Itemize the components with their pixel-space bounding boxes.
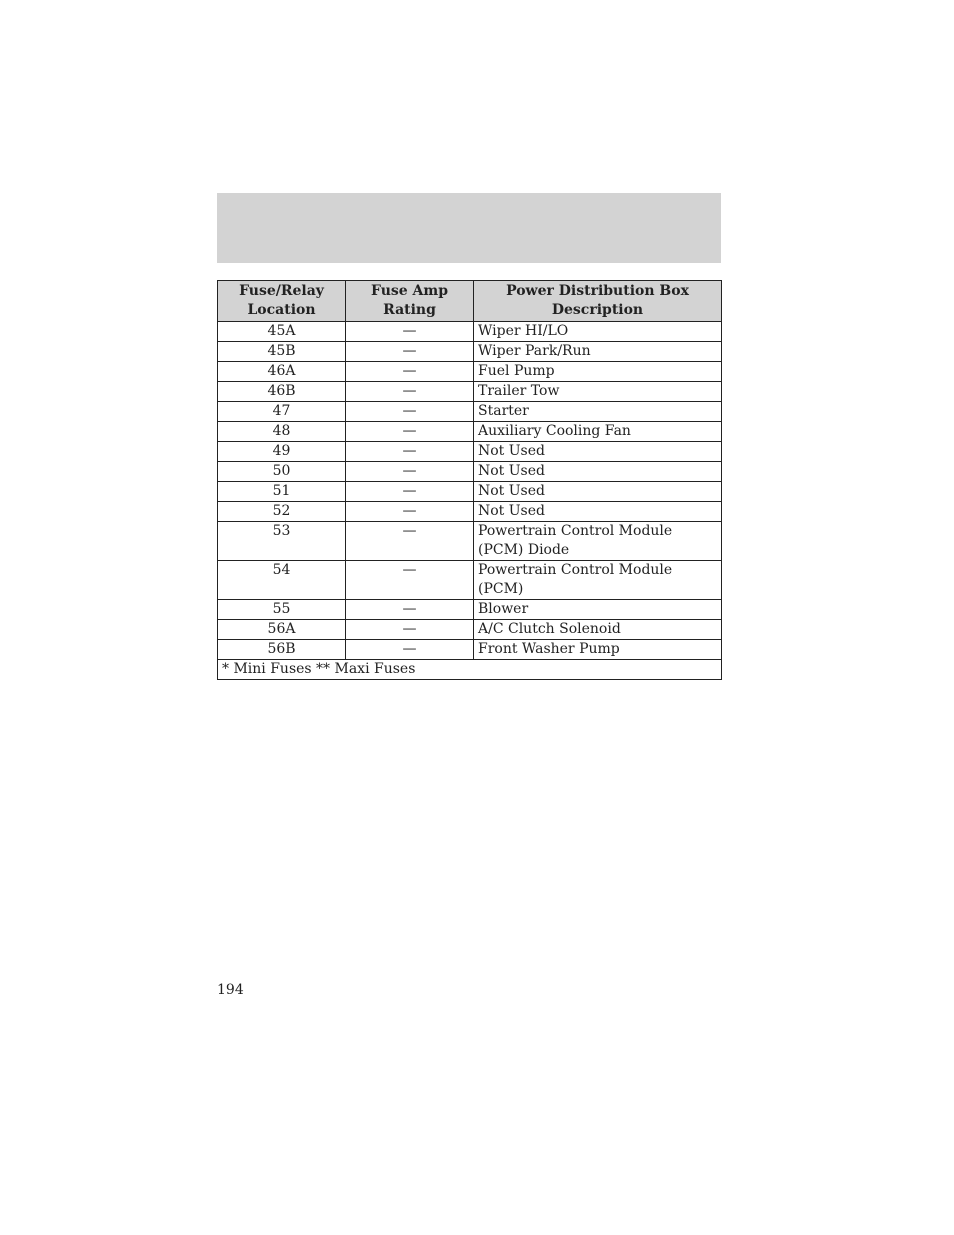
header-location-line1: Fuse/Relay [239,283,324,299]
cell-description: Not Used [474,462,722,482]
table-row [218,362,722,382]
cell-amp: — [346,462,474,482]
cell-amp: — [346,561,474,600]
section-header-band [217,193,721,263]
cell-description: Not Used [474,502,722,522]
table-row [218,502,722,522]
header-description [474,281,722,322]
cell-location: 46B [218,382,346,402]
header-amp-line2: Rating [383,302,436,318]
cell-amp: — [346,620,474,640]
table-row [218,600,722,620]
cell-amp: — [346,640,474,660]
table-row [218,402,722,422]
cell-location: 55 [218,600,346,620]
cell-location: 54 [218,561,346,600]
cell-location: 49 [218,442,346,462]
cell-location: 56A [218,620,346,640]
cell-description: A/C Clutch Solenoid [474,620,722,640]
table-row [218,422,722,442]
cell-description: Not Used [474,442,722,462]
cell-location: 46A [218,362,346,382]
page-number: 194 [217,982,244,998]
header-desc-line1: Power Distribution Box [506,283,689,299]
cell-description: Front Washer Pump [474,640,722,660]
cell-description: Powertrain Control Module (PCM) [474,561,722,600]
cell-amp: — [346,422,474,442]
fuse-table [217,280,722,680]
cell-amp: — [346,322,474,342]
table-row [218,382,722,402]
cell-description: Blower [474,600,722,620]
cell-description: Fuel Pump [474,362,722,382]
cell-description: Trailer Tow [474,382,722,402]
table-row [218,640,722,660]
cell-description: Wiper HI/LO [474,322,722,342]
cell-amp: — [346,362,474,382]
table-row [218,482,722,502]
cell-amp: — [346,442,474,462]
table-row [218,620,722,640]
cell-location: 50 [218,462,346,482]
cell-description: Not Used [474,482,722,502]
table-row [218,522,722,561]
cell-amp: — [346,482,474,502]
table-row [218,462,722,482]
cell-amp: — [346,402,474,422]
cell-description: Powertrain Control Module (PCM) Diode [474,522,722,561]
table-row [218,561,722,600]
table-footnote: * Mini Fuses ** Maxi Fuses [218,660,722,680]
cell-amp: — [346,522,474,561]
cell-amp: — [346,600,474,620]
cell-description: Auxiliary Cooling Fan [474,422,722,442]
cell-location: 52 [218,502,346,522]
header-location-line2: Location [247,302,316,318]
cell-location: 45B [218,342,346,362]
table-row [218,342,722,362]
cell-amp: — [346,342,474,362]
cell-location: 51 [218,482,346,502]
table-header-row [218,281,722,322]
footnote-row [218,660,722,680]
header-amp-line1: Fuse Amp [371,283,448,299]
cell-location: 45A [218,322,346,342]
table-row [218,322,722,342]
cell-location: 48 [218,422,346,442]
cell-amp: — [346,382,474,402]
cell-location: 47 [218,402,346,422]
header-location [218,281,346,322]
header-desc-line2: Description [551,302,644,318]
table-row [218,442,722,462]
header-amp-rating [346,281,474,322]
cell-description: Starter [474,402,722,422]
cell-description: Wiper Park/Run [474,342,722,362]
cell-location: 56B [218,640,346,660]
cell-amp: — [346,502,474,522]
cell-location: 53 [218,522,346,561]
